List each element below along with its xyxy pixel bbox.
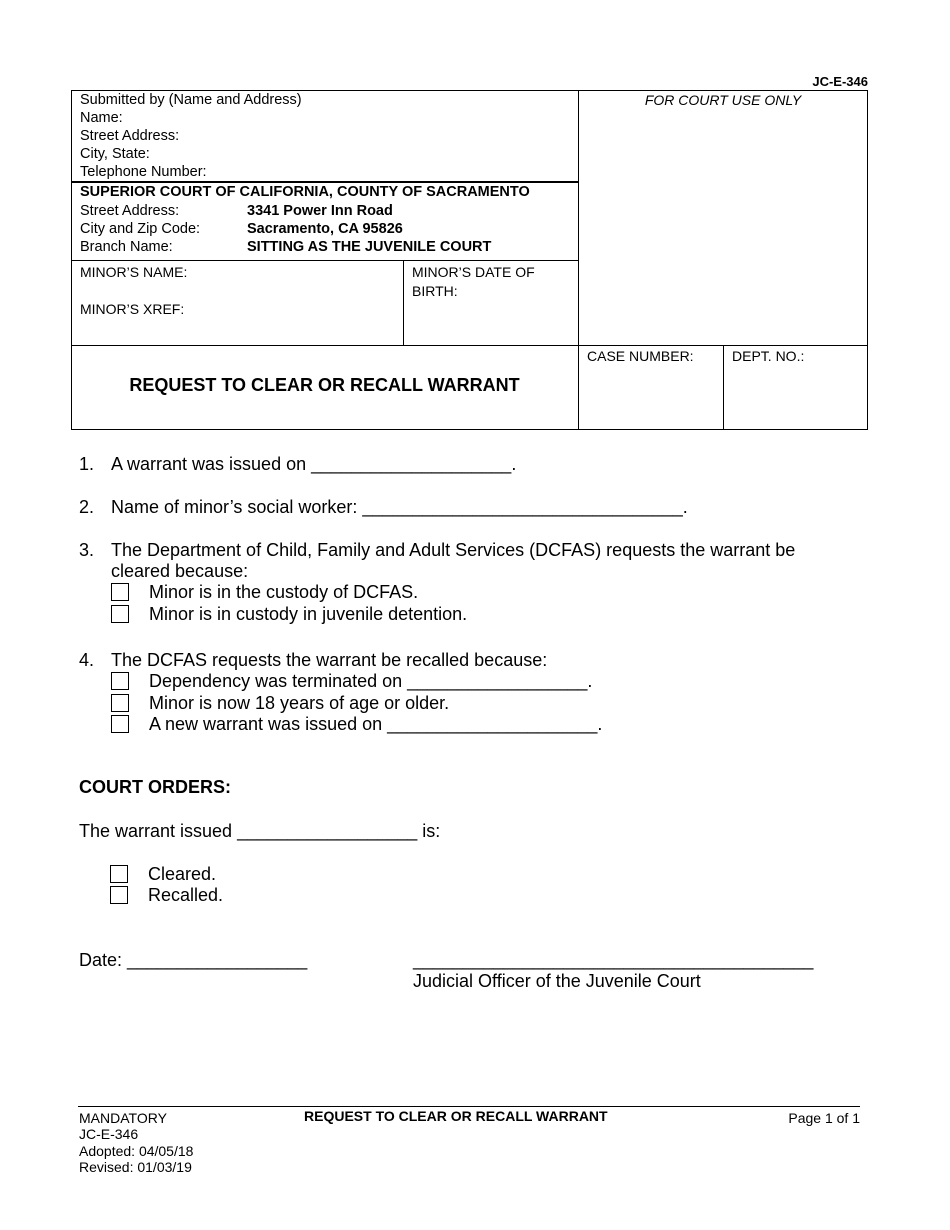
item-3-text-2: cleared because: [111, 561, 249, 581]
minor-name-label: MINOR’S NAME: [80, 264, 188, 280]
case-number-label: CASE NUMBER: [587, 348, 694, 364]
footer-form-id: JC-E-346 [79, 1126, 139, 1142]
checkbox-juvenile-detention-label: Minor is in custody in juvenile detention. [149, 604, 468, 624]
court-street-label: Street Address: [80, 203, 180, 219]
checkbox-dependency-terminated-label: Dependency was terminated on __________________. [149, 671, 593, 691]
submitted-by-label: Submitted by (Name and Address) [80, 92, 302, 108]
checkbox-dependency-terminated[interactable] [111, 672, 129, 690]
warrant-issued-line: The warrant issued __________________ is: [79, 821, 441, 841]
caption-divider-vertical [578, 90, 579, 430]
caption-divider-title [71, 345, 868, 346]
court-city-label: City and Zip Code: [80, 221, 201, 237]
footer-mandatory: MANDATORY [79, 1110, 167, 1126]
signature-label: Judicial Officer of the Juvenile Court [413, 971, 701, 991]
item-3-number: 3. [79, 540, 95, 560]
footer-adopted: Adopted: 04/05/18 [79, 1143, 194, 1159]
checkbox-dcfas-custody-label: Minor is in the custody of DCFAS. [149, 582, 419, 602]
street-address-label: Street Address: [80, 128, 180, 144]
checkbox-recalled[interactable] [110, 886, 128, 904]
signature-line: ________________________________________ [413, 950, 814, 970]
court-branch-value: SITTING AS THE JUVENILE COURT [247, 239, 492, 255]
footer-page-number: Page 1 of 1 [788, 1110, 860, 1126]
court-name: SUPERIOR COURT OF CALIFORNIA, COUNTY OF SACRAMENTO [80, 184, 530, 200]
checkbox-age-18-label: Minor is now 18 years of age or older. [149, 693, 450, 713]
item-3-text: The Department of Child, Family and Adult Services (DCFAS) requests the warrant be [111, 540, 796, 560]
item-4-text: The DCFAS requests the warrant be recalled because: [111, 650, 548, 670]
item-1-text: A warrant was issued on ____________________. [111, 454, 517, 474]
form-id-top: JC-E-346 [812, 74, 868, 89]
caption-divider-case [723, 345, 724, 430]
item-1-number: 1. [79, 454, 95, 474]
checkbox-age-18[interactable] [111, 694, 129, 712]
item-2-number: 2. [79, 497, 95, 517]
checkbox-cleared[interactable] [110, 865, 128, 883]
footer-revised: Revised: 01/03/19 [79, 1159, 192, 1175]
minor-dob-label: MINOR’S DATE OF [412, 264, 535, 280]
footer-divider [78, 1106, 860, 1107]
telephone-label: Telephone Number: [80, 164, 207, 180]
minor-xref-label: MINOR’S XREF: [80, 301, 185, 317]
name-label: Name: [80, 110, 123, 126]
minor-dob-label-2: BIRTH: [412, 283, 458, 299]
item-2-text: Name of minor’s social worker: ________________________________. [111, 497, 688, 517]
item-4-number: 4. [79, 650, 95, 670]
checkbox-juvenile-detention[interactable] [111, 605, 129, 623]
form-title: REQUEST TO CLEAR OR RECALL WARRANT [129, 375, 520, 395]
footer-title: REQUEST TO CLEAR OR RECALL WARRANT [304, 1108, 608, 1124]
date-line: Date: __________________ [79, 950, 308, 970]
checkbox-new-warrant[interactable] [111, 715, 129, 733]
court-orders-heading: COURT ORDERS: [79, 777, 231, 797]
caption-divider-minor [403, 260, 404, 346]
checkbox-cleared-label: Cleared. [148, 864, 217, 884]
checkbox-new-warrant-label: A new warrant was issued on _____________________. [149, 714, 603, 734]
court-street-value: 3341 Power Inn Road [247, 203, 393, 219]
court-branch-label: Branch Name: [80, 239, 173, 255]
caption-divider-court [71, 260, 578, 261]
checkbox-recalled-label: Recalled. [148, 885, 224, 905]
city-state-label: City, State: [80, 146, 150, 162]
dept-no-label: DEPT. NO.: [732, 348, 805, 364]
checkbox-dcfas-custody[interactable] [111, 583, 129, 601]
for-court-use-label: FOR COURT USE ONLY [644, 92, 802, 108]
court-city-value: Sacramento, CA 95826 [247, 221, 403, 237]
